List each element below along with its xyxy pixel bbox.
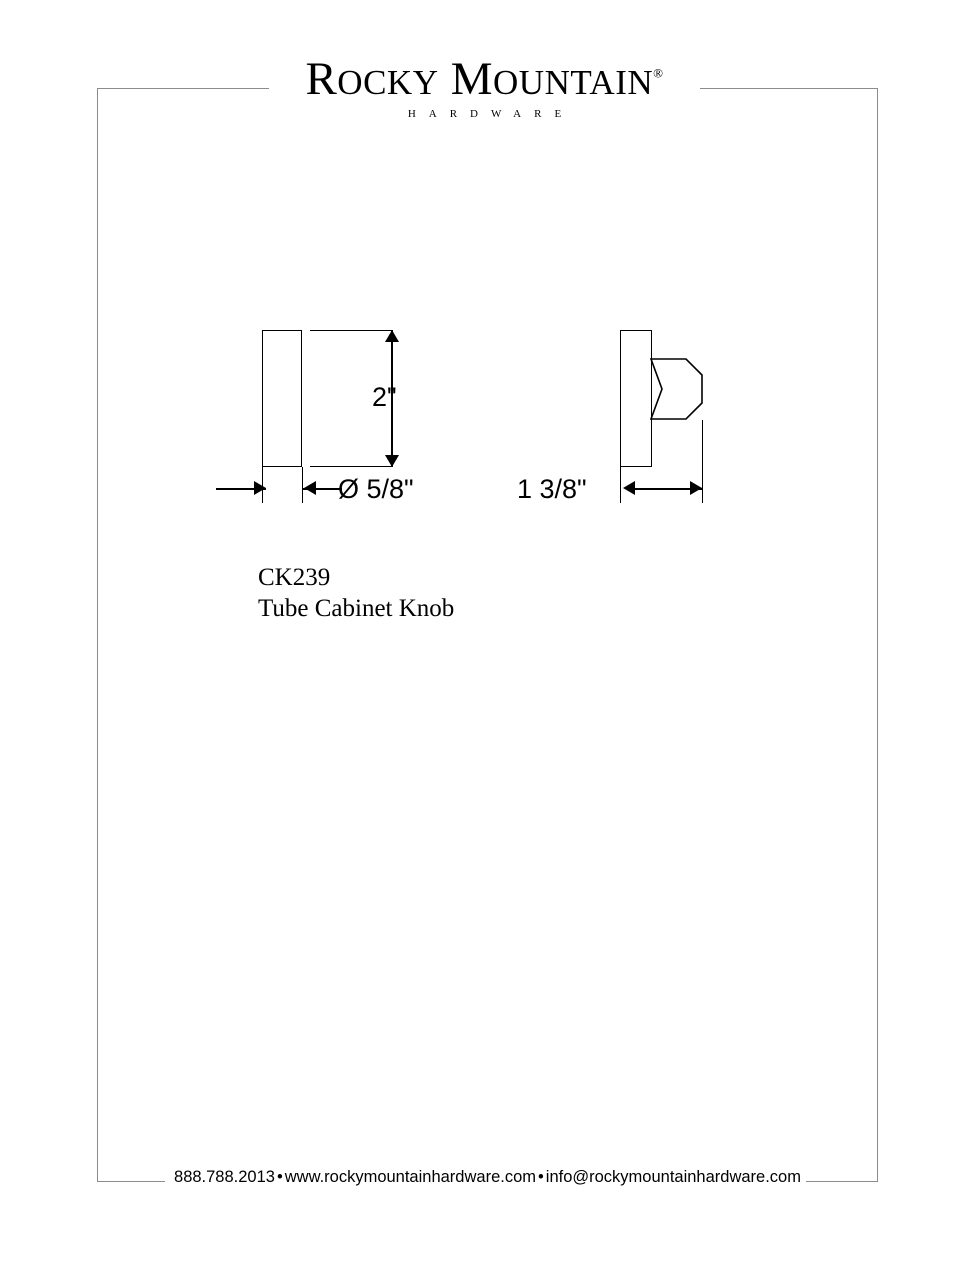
footer-email[interactable]: info@rockymountainhardware.com bbox=[545, 1168, 801, 1186]
height-dimension-arrow-top bbox=[385, 330, 399, 342]
technical-drawing bbox=[180, 300, 780, 560]
brand-letter-m: M bbox=[450, 53, 494, 105]
brand-logo bbox=[269, 53, 700, 120]
brand-subtitle: HARDWARE bbox=[407, 108, 575, 120]
frame-border-top-left bbox=[97, 88, 269, 89]
frame-border-top-right bbox=[700, 88, 878, 89]
footer-website[interactable]: www.rockymountainhardware.com bbox=[284, 1168, 536, 1186]
projection-extension-line-left bbox=[620, 467, 621, 503]
frame-border-left bbox=[97, 88, 98, 1181]
footer-separator-1: • bbox=[276, 1168, 283, 1186]
registered-trademark-icon: ® bbox=[653, 65, 664, 81]
projection-dimension-arrow-left bbox=[623, 481, 635, 495]
knob-front-view-shape bbox=[262, 330, 302, 467]
brand-letter-r: R bbox=[305, 53, 338, 105]
product-name: Tube Cabinet Knob bbox=[258, 595, 455, 622]
diameter-dimension-arrow-inner bbox=[304, 481, 316, 495]
brand-word-ountain: OUNTAIN bbox=[493, 63, 654, 102]
footer-separator-2: • bbox=[538, 1168, 544, 1186]
knob-side-view-base-shape bbox=[620, 330, 652, 467]
diameter-dimension-label: Ø 5/8" bbox=[338, 474, 414, 504]
diameter-dimension-arrow-left-outer bbox=[254, 481, 266, 495]
diameter-extension-line-right bbox=[302, 467, 303, 503]
projection-dimension-arrow-right bbox=[690, 481, 702, 495]
product-sku: CK239 bbox=[258, 564, 331, 591]
projection-dimension-label: 1 3/8" bbox=[517, 474, 587, 504]
frame-border-right bbox=[877, 88, 878, 1181]
height-extension-line-top bbox=[310, 330, 392, 331]
footer-phone: 888.788.2013 bbox=[174, 1168, 275, 1186]
brand-word-ocky: OCKY bbox=[337, 63, 439, 102]
brand-wordmark bbox=[269, 53, 700, 105]
height-dimension-label: 2" bbox=[372, 382, 397, 412]
footer-contact-bar bbox=[0, 1168, 975, 1187]
height-extension-line-bottom bbox=[310, 466, 392, 467]
projection-extension-line-right bbox=[702, 420, 703, 503]
knob-side-view-profile-shape bbox=[650, 355, 770, 475]
product-caption bbox=[258, 562, 454, 624]
